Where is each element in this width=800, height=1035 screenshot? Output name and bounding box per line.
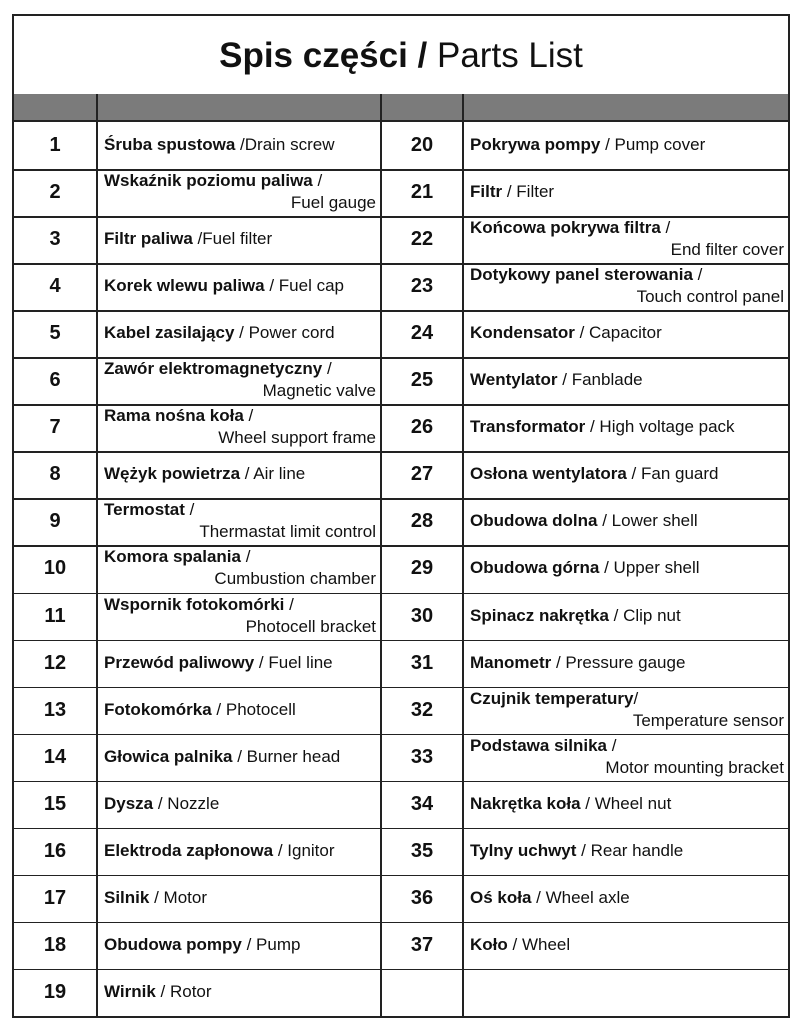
row-divider (14, 781, 788, 783)
part-name-polish: Głowica palnika (104, 746, 233, 766)
parts-table (14, 122, 788, 1016)
part-description (470, 652, 784, 674)
part-name-english: / Fuel line (254, 652, 333, 672)
part-name-polish: Transformator (470, 417, 586, 437)
part-name-english: / Fanblade (557, 370, 643, 390)
part-number: 27 (410, 463, 434, 486)
part-name-polish: Oś koła (470, 887, 532, 907)
column-divider (96, 122, 98, 1016)
part-description (470, 510, 784, 532)
part-number: 34 (410, 792, 434, 815)
row-divider (14, 828, 788, 830)
part-description (104, 499, 376, 543)
part-name-polish: Wspornik fotokomórki (104, 594, 285, 614)
part-description (104, 170, 376, 214)
part-name-english: / Upper shell (599, 558, 700, 578)
part-name-english: / Nozzle (153, 793, 220, 813)
part-name-polish: Obudowa górna (470, 558, 600, 578)
part-name-english: Wheel support frame (218, 428, 376, 448)
part-name-english: / Fan guard (626, 464, 719, 484)
row-divider (14, 922, 788, 924)
part-description (104, 887, 376, 909)
part-name-polish: Dysza (104, 793, 154, 813)
part-number: 36 (410, 886, 434, 909)
column-divider (462, 122, 464, 1016)
part-number: 24 (410, 322, 434, 345)
part-name-polish: Termostat (104, 500, 185, 520)
part-name-english: / Photocell (211, 699, 296, 719)
part-name-polish: Pokrywa pompy (470, 135, 601, 154)
part-name-separator: / (322, 359, 332, 379)
part-description (104, 746, 376, 768)
header-divider (380, 94, 382, 120)
row-divider (14, 969, 788, 971)
part-name-english: Temperature sensor (632, 710, 784, 730)
part-name-separator: / (607, 735, 617, 755)
part-name-separator: / (692, 265, 703, 285)
part-name-polish: Obudowa dolna (470, 511, 598, 531)
part-description (104, 228, 376, 250)
part-number: 9 (49, 510, 61, 533)
part-name-polish: Wężyk powietrza (104, 464, 241, 484)
part-name-polish: Filtr (470, 182, 503, 202)
part-number: 31 (410, 651, 434, 674)
part-name-polish: Końcowa pokrywa filtra (470, 218, 661, 238)
part-description (104, 594, 376, 638)
part-name-polish: Silnik (104, 887, 150, 907)
part-name-separator: / (184, 500, 195, 520)
part-name-polish: Dotykowy panel sterowania (470, 265, 693, 285)
part-description (104, 699, 376, 721)
part-name-english: /Fuel filter (192, 229, 273, 249)
title-box (14, 16, 788, 96)
part-description (104, 134, 376, 156)
part-name-polish: Nakrętka koła (470, 793, 581, 813)
part-name-english: / Pressure gauge (551, 652, 686, 672)
part-name-polish: Wentylator (470, 370, 558, 390)
part-number: 37 (410, 933, 434, 956)
part-name-polish: Kabel zasilający (104, 323, 235, 343)
part-description (470, 735, 784, 779)
part-description (470, 934, 784, 956)
part-number: 22 (410, 228, 434, 251)
part-description (470, 463, 784, 485)
part-number: 25 (410, 369, 434, 392)
part-number: 19 (43, 980, 67, 1003)
part-description (104, 652, 376, 674)
part-name-polish: Koło (470, 934, 508, 954)
part-number: 18 (43, 933, 67, 956)
part-number: 6 (49, 369, 61, 392)
part-number: 2 (49, 181, 61, 204)
part-description (470, 217, 784, 261)
part-name-polish: Osłona wentylatora (470, 464, 627, 484)
part-description (104, 322, 376, 344)
part-number: 14 (43, 745, 67, 768)
part-description (470, 322, 784, 344)
part-name-separator: / (243, 406, 254, 426)
part-description (470, 264, 784, 308)
page-title (14, 36, 788, 76)
part-name-polish: Zawór elektromagnetyczny (104, 359, 323, 379)
part-number: 23 (410, 275, 434, 298)
row-divider (14, 875, 788, 877)
title-polish: Spis części / (219, 36, 428, 75)
part-number: 12 (43, 651, 67, 674)
part-name-polish: Spinacz nakrętka (470, 605, 609, 625)
part-number: 26 (410, 416, 434, 439)
part-name-polish: Korek wlewu paliwa (104, 276, 265, 296)
header-divider (96, 94, 98, 120)
part-number: 5 (49, 322, 61, 345)
part-description (104, 981, 376, 1003)
part-name-english: Fuel gauge (290, 193, 376, 213)
part-description (470, 793, 784, 815)
part-number: 21 (410, 181, 434, 204)
part-name-english: Photocell bracket (245, 616, 376, 636)
part-number: 13 (43, 698, 67, 721)
part-description (104, 840, 376, 862)
part-description (104, 405, 376, 449)
part-number: 16 (43, 839, 67, 862)
part-name-english: / Wheel nut (580, 793, 672, 813)
part-name-english: / Pump (241, 934, 301, 954)
part-name-english: / High voltage pack (585, 417, 735, 437)
part-description (104, 463, 376, 485)
parts-list-sheet (12, 14, 790, 1018)
part-name-english: Touch control panel (636, 287, 784, 307)
part-description (470, 369, 784, 391)
part-name-english: / Power cord (234, 323, 335, 343)
part-description (470, 887, 784, 909)
part-description (470, 557, 784, 579)
part-name-english: /Drain screw (235, 135, 335, 154)
part-name-polish: Elektroda zapłonowa (104, 840, 274, 860)
part-name-polish: Przewód paliwowy (104, 652, 255, 672)
part-number: 20 (410, 134, 434, 156)
part-name-polish: Śruba spustowa (104, 135, 236, 154)
header-divider (462, 94, 464, 120)
part-name-polish: Rama nośna koła (104, 406, 244, 426)
part-number: 32 (410, 698, 434, 721)
part-name-english: / Ignitor (273, 840, 335, 860)
part-number: 11 (44, 604, 66, 627)
part-name-polish: Filtr paliwa (104, 229, 193, 249)
part-description (470, 181, 784, 203)
part-name-english: / Wheel axle (531, 887, 630, 907)
part-name-english: Magnetic valve (262, 381, 376, 401)
part-name-english: / Air line (240, 464, 306, 484)
part-name-polish: Obudowa pompy (104, 934, 242, 954)
part-name-english: / Burner head (232, 746, 341, 766)
part-name-polish: Manometr (470, 652, 552, 672)
part-name-separator: / (633, 688, 639, 708)
part-number: 15 (43, 792, 67, 815)
part-description (104, 546, 376, 590)
part-description (104, 358, 376, 402)
row-divider (14, 451, 788, 453)
part-description (470, 134, 784, 156)
part-name-separator: / (284, 594, 294, 614)
part-name-polish: Tylny uchwyt (470, 840, 577, 860)
part-number: 1 (49, 134, 61, 156)
part-name-english: / Rotor (155, 981, 212, 1001)
part-number: 29 (410, 557, 434, 580)
part-name-english: End filter cover (670, 240, 784, 260)
part-name-separator: / (660, 218, 671, 238)
part-name-separator: / (241, 547, 251, 567)
row-divider (14, 640, 788, 642)
part-number: 7 (49, 416, 61, 439)
part-description (104, 275, 376, 297)
part-number: 10 (43, 557, 67, 580)
part-description (104, 793, 376, 815)
part-number: 8 (49, 463, 61, 486)
part-name-english: / Wheel (507, 934, 571, 954)
part-number: 17 (43, 886, 67, 909)
part-number: 3 (49, 228, 61, 251)
part-name-polish: Podstawa silnika (470, 735, 607, 755)
part-name-english: / Capacitor (574, 323, 662, 343)
part-name-english: / Fuel cap (264, 276, 344, 296)
part-name-english: / Rear handle (576, 840, 684, 860)
part-number: 4 (49, 275, 61, 298)
part-description (470, 416, 784, 438)
part-name-english: / Lower shell (597, 511, 698, 531)
part-number: 30 (410, 604, 434, 627)
part-name-english: Cumbustion chamber (214, 569, 376, 589)
row-divider (14, 310, 788, 312)
part-description (470, 605, 784, 627)
part-name-english: / Filter (502, 182, 555, 202)
part-name-english: / Clip nut (608, 605, 681, 625)
part-name-english: Motor mounting bracket (605, 757, 784, 777)
part-name-polish: Wirnik (104, 981, 156, 1001)
part-number: 33 (410, 745, 434, 768)
part-description (104, 934, 376, 956)
title-english: Parts List (437, 36, 583, 75)
part-name-polish: Kondensator (470, 323, 575, 343)
part-name-polish: Wskaźnik poziomu paliwa (104, 171, 313, 191)
part-name-english: Thermastat limit control (199, 522, 376, 542)
part-name-english: / Pump cover (600, 135, 706, 154)
part-name-polish: Komora spalania (104, 547, 241, 567)
table-header-bar (14, 94, 788, 122)
part-name-separator: / (312, 171, 323, 191)
part-description (470, 840, 784, 862)
part-name-english: / Motor (149, 887, 207, 907)
part-name-polish: Fotokomórka (104, 699, 212, 719)
part-description (470, 688, 784, 732)
part-number: 35 (410, 839, 434, 862)
part-number: 28 (410, 510, 434, 533)
part-name-polish: Czujnik temperatury (470, 688, 634, 708)
